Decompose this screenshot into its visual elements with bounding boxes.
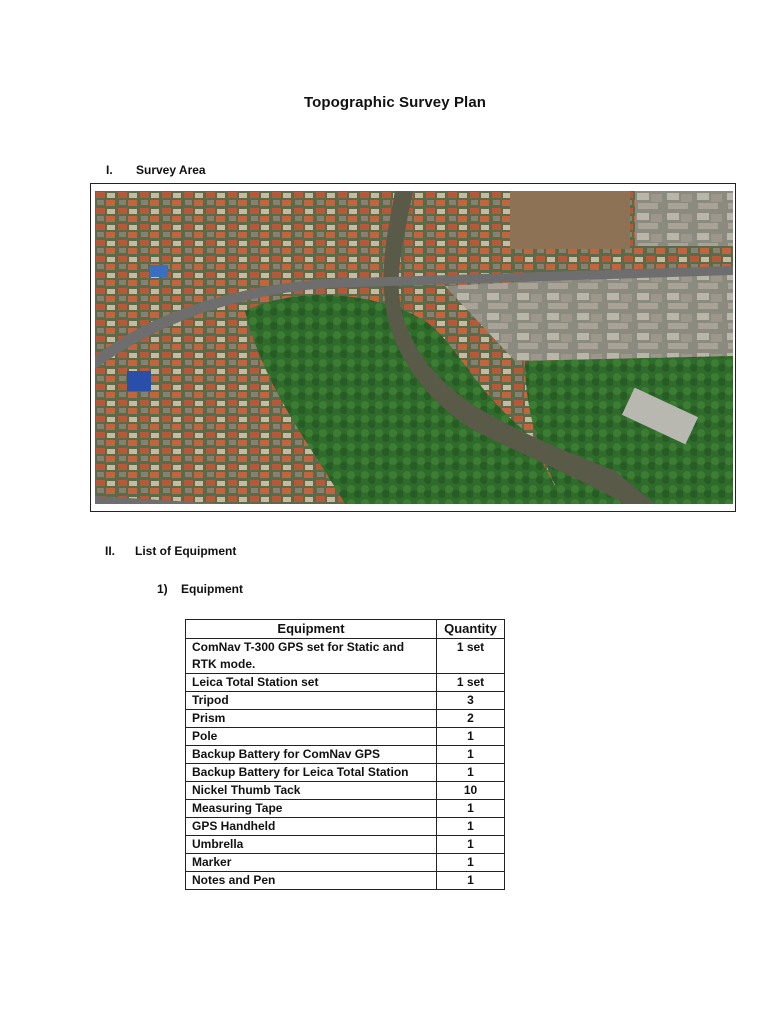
document-title: Topographic Survey Plan [303,94,487,111]
equipment-qty: 2 [437,710,505,728]
aerial-photo [95,191,733,504]
header-quantity: Quantity [437,620,505,639]
equipment-table [185,619,505,890]
survey-area-map [90,183,736,512]
equipment-name: Backup Battery for Leica Total Station [186,764,437,782]
section-survey-area [106,163,206,177]
table-row [186,728,505,746]
table-row [186,746,505,764]
equipment-name: Nickel Thumb Tack [186,782,437,800]
equipment-name: Backup Battery for ComNav GPS [186,746,437,764]
table-row [186,836,505,854]
equipment-qty: 1 [437,746,505,764]
table-row [186,800,505,818]
section-number: I. [106,163,113,177]
equipment-qty: 10 [437,782,505,800]
table-row [186,764,505,782]
equipment-qty: 1 [437,764,505,782]
table-row [186,692,505,710]
table-row [186,818,505,836]
table-row [186,710,505,728]
equipment-qty: 1 set [437,639,505,674]
equipment-name: Leica Total Station set [186,674,437,692]
equipment-name: GPS Handheld [186,818,437,836]
table-row [186,854,505,872]
table-row [186,674,505,692]
section-label: List of Equipment [135,544,237,558]
equipment-name: Umbrella [186,836,437,854]
equipment-qty: 1 set [437,674,505,692]
subsection-label: Equipment [181,582,243,596]
equipment-qty: 3 [437,692,505,710]
header-equipment: Equipment [186,620,437,639]
equipment-name: Prism [186,710,437,728]
equipment-name: Marker [186,854,437,872]
equipment-qty: 1 [437,872,505,890]
equipment-qty: 1 [437,728,505,746]
equipment-name: Measuring Tape [186,800,437,818]
section-number: II. [105,544,116,558]
section-list-of-equipment [105,544,236,558]
table-row [186,872,505,890]
equipment-qty: 1 [437,836,505,854]
equipment-qty: 1 [437,800,505,818]
section-label: Survey Area [136,163,206,177]
equipment-qty: 1 [437,854,505,872]
table-row [186,639,505,674]
equipment-name: Tripod [186,692,437,710]
equipment-name: ComNav T-300 GPS set for Static and RTK mode. [186,639,437,674]
table-header-row [186,620,505,639]
table-row [186,782,505,800]
subsection-equipment [157,582,243,596]
equipment-name: Notes and Pen [186,872,437,890]
equipment-name: Pole [186,728,437,746]
subsection-number: 1) [157,582,168,596]
equipment-qty: 1 [437,818,505,836]
